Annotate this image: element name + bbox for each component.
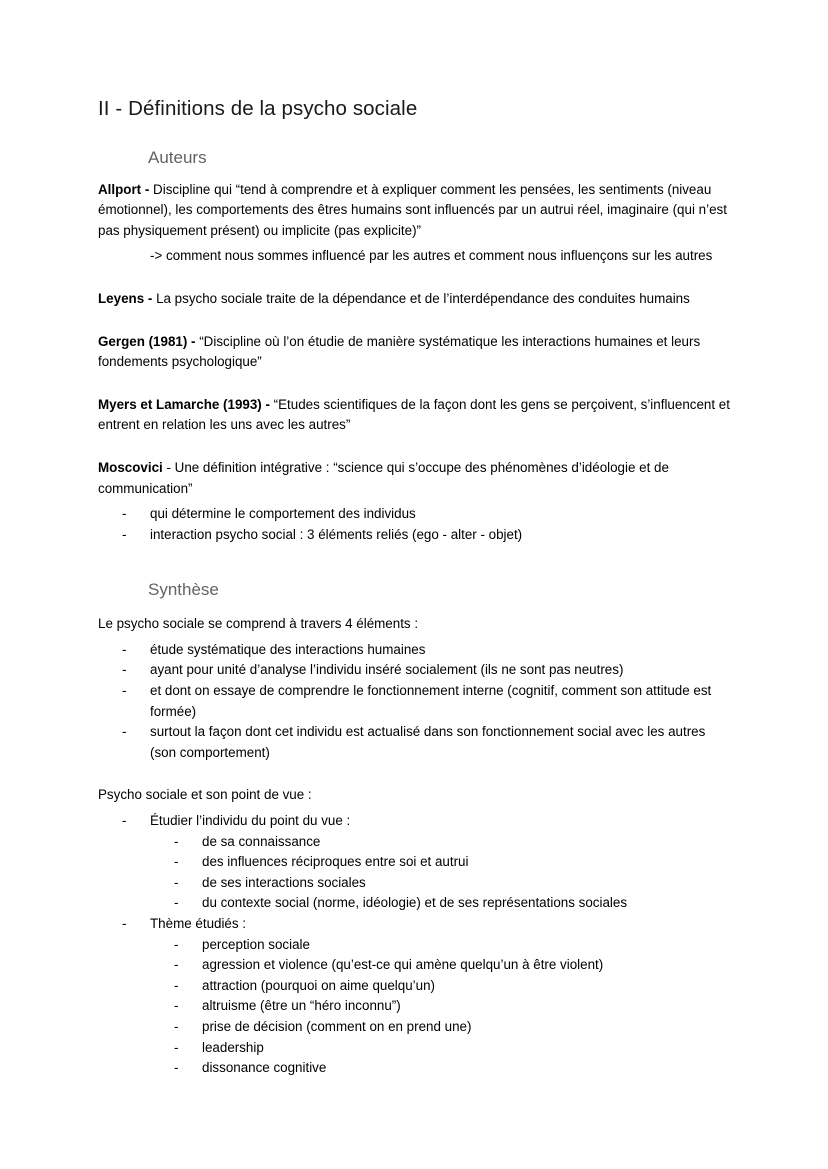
list-item bbox=[150, 996, 730, 1017]
entry-leyens-author: Leyens - bbox=[98, 290, 157, 306]
entry-myers-text: “Etudes scientifiques de la façon dont les gens se perçoivent, s’influencent et entrent en relation les uns avec les autres” bbox=[98, 396, 730, 433]
bullet-dash-icon: - bbox=[122, 662, 127, 678]
viewpoint-sublist bbox=[150, 832, 730, 914]
entry-myers-author: Myers et Lamarche (1993) - bbox=[98, 396, 274, 412]
entry-allport-text: Discipline qui “tend à comprendre et à expliquer comment les pensées, les sentiments (niveau émotionnel), les comportements des êtres humains sont influencés par un autrui réel, imaginaire (qui n’est pas physiquement présent) ou implicite (pas explicite)” bbox=[98, 181, 727, 238]
list-item bbox=[150, 935, 730, 956]
bullet-dash-icon: - bbox=[174, 936, 179, 952]
moscovici-bullet-list bbox=[98, 504, 730, 545]
entry-gergen bbox=[98, 332, 730, 373]
list-item bbox=[150, 1058, 730, 1079]
list-item bbox=[150, 873, 730, 894]
list-item bbox=[150, 955, 730, 976]
list-item bbox=[150, 832, 730, 853]
bullet-dash-icon: - bbox=[122, 812, 127, 828]
list-item-label: du contexte social (norme, idéologie) et de ses représentations sociales bbox=[202, 895, 628, 911]
list-item-label: de sa connaissance bbox=[202, 833, 321, 849]
section-heading-auteurs: Auteurs bbox=[148, 147, 207, 167]
entry-myers-lamarche bbox=[98, 395, 730, 436]
bullet-dash-icon: - bbox=[122, 641, 127, 657]
section-heading-synthese: Synthèse bbox=[148, 580, 219, 600]
list-item bbox=[98, 660, 730, 681]
entry-allport-note: -> comment nous sommes influencé par les autres et comment nous influençons sur les autres bbox=[150, 248, 713, 264]
viewpoint-sublist bbox=[150, 935, 730, 1079]
bullet-dash-icon: - bbox=[174, 895, 179, 911]
bullet-dash-icon: - bbox=[174, 1018, 179, 1034]
viewpoint-group bbox=[98, 914, 730, 935]
bullet-dash-icon: - bbox=[122, 526, 127, 542]
list-item bbox=[150, 1038, 730, 1059]
bullet-dash-icon: - bbox=[174, 833, 179, 849]
list-item-label: des influences réciproques entre soi et autrui bbox=[202, 854, 469, 870]
list-item bbox=[98, 811, 730, 832]
entry-leyens-text: La psycho sociale traite de la dépendance et de l’interdépendance des conduites humains bbox=[156, 290, 690, 306]
entry-allport bbox=[98, 180, 730, 242]
bullet-dash-icon: - bbox=[174, 998, 179, 1014]
viewpoint-group bbox=[98, 811, 730, 832]
entry-moscovici bbox=[98, 458, 730, 499]
list-item bbox=[98, 504, 730, 525]
bullet-dash-icon: - bbox=[174, 854, 179, 870]
list-item-label: dissonance cognitive bbox=[202, 1060, 327, 1076]
list-item-label: étude systématique des interactions humaines bbox=[150, 641, 426, 657]
list-item-label: altruisme (être un “héro inconnu”) bbox=[202, 998, 401, 1014]
synthese-intro: Le psycho sociale se comprend à travers 4 éléments : bbox=[98, 616, 419, 632]
bullet-dash-icon: - bbox=[122, 506, 127, 522]
entry-gergen-text: “Discipline où l’on étudie de manière systématique les interactions humaines et leurs fondements psychologique” bbox=[98, 333, 701, 370]
list-item bbox=[98, 722, 730, 763]
list-item-label: Thème étudiés : bbox=[150, 915, 247, 931]
list-item bbox=[98, 525, 730, 546]
list-item-label: attraction (pourquoi on aime quelqu’un) bbox=[202, 977, 435, 993]
list-item bbox=[98, 681, 730, 722]
list-item-label: leadership bbox=[202, 1039, 264, 1055]
entry-leyens bbox=[98, 289, 730, 310]
entry-allport-author: Allport - bbox=[98, 181, 154, 197]
list-item bbox=[98, 914, 730, 935]
bullet-dash-icon: - bbox=[174, 1060, 179, 1076]
list-item-label: et dont on essaye de comprendre le fonctionnement interne (cognitif, comment son attitude est formée) bbox=[150, 683, 712, 719]
list-item-label: perception sociale bbox=[202, 936, 310, 952]
bullet-dash-icon: - bbox=[122, 724, 127, 740]
list-item-label: agression et violence (qu’est-ce qui amène quelqu’un à être violent) bbox=[202, 957, 604, 973]
synthese-elements-list bbox=[98, 640, 730, 764]
bullet-dash-icon: - bbox=[174, 957, 179, 973]
list-item bbox=[150, 852, 730, 873]
entry-moscovici-text: - Une définition intégrative : “science qui s’occupe des phénomènes d’idéologie et de communication” bbox=[98, 459, 669, 496]
bullet-dash-icon: - bbox=[122, 915, 127, 931]
list-item-label: prise de décision (comment on en prend une) bbox=[202, 1018, 472, 1034]
list-item-label: de ses interactions sociales bbox=[202, 874, 366, 890]
bullet-dash-icon: - bbox=[174, 1039, 179, 1055]
bullet-dash-icon: - bbox=[122, 683, 127, 699]
list-item-label: Étudier l’individu du point du vue : bbox=[150, 812, 351, 828]
list-item-label: qui détermine le comportement des individus bbox=[150, 506, 416, 522]
viewpoint-intro: Psycho sociale et son point de vue : bbox=[98, 787, 312, 803]
entry-gergen-author: Gergen (1981) - bbox=[98, 333, 200, 349]
list-item bbox=[150, 1017, 730, 1038]
viewpoint-groups bbox=[98, 811, 730, 1079]
list-item-label: ayant pour unité d’analyse l’individu inséré socialement (ils ne sont pas neutres) bbox=[150, 662, 624, 678]
list-item bbox=[150, 893, 730, 914]
page-title: II - Définitions de la psycho sociale bbox=[98, 97, 418, 120]
list-item bbox=[98, 640, 730, 661]
bullet-dash-icon: - bbox=[174, 874, 179, 890]
list-item-label: interaction psycho social : 3 éléments reliés (ego - alter - objet) bbox=[150, 526, 523, 542]
list-item-label: surtout la façon dont cet individu est actualisé dans son fonctionnement social avec les autres (son comportement) bbox=[150, 724, 706, 760]
entry-moscovici-author: Moscovici bbox=[98, 459, 163, 475]
bullet-dash-icon: - bbox=[174, 977, 179, 993]
list-item bbox=[150, 976, 730, 997]
